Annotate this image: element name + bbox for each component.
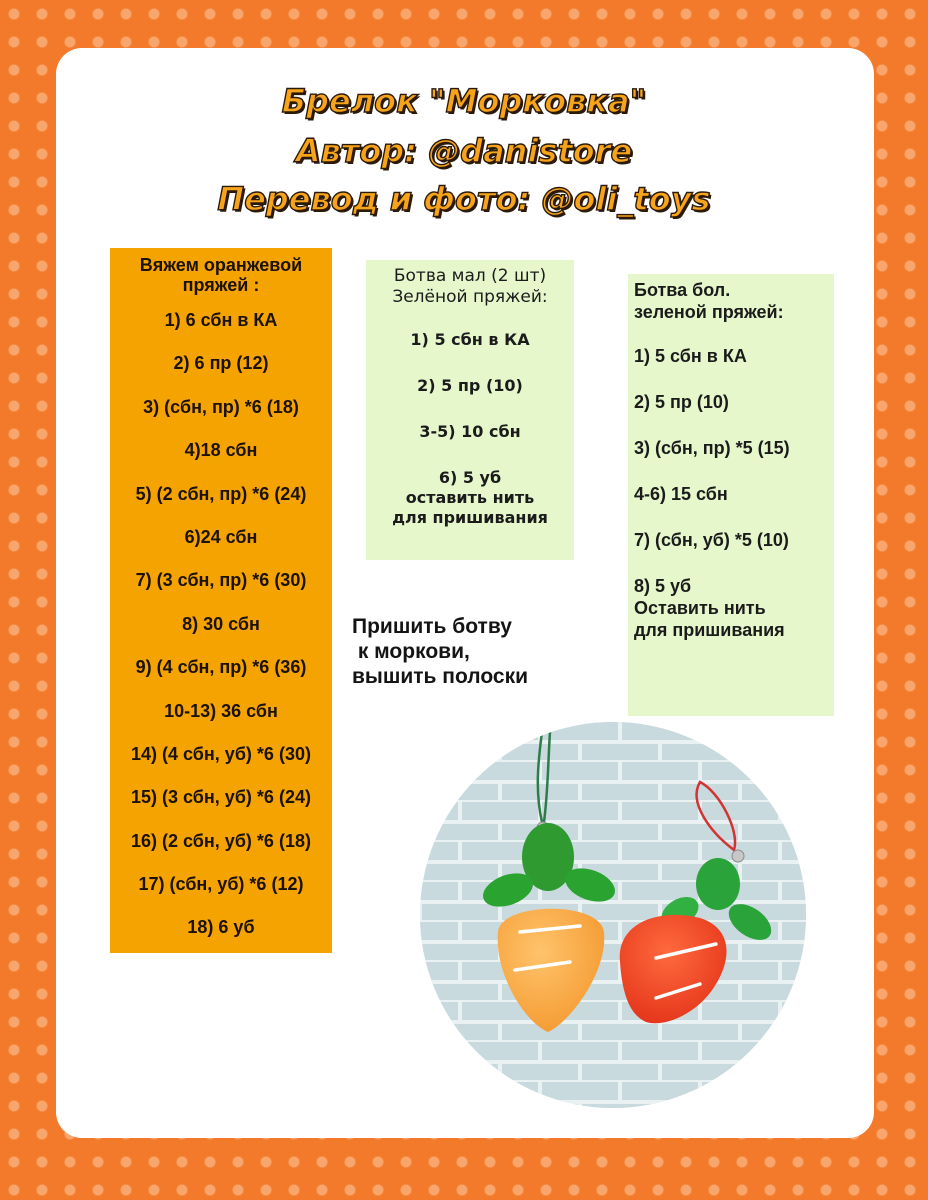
assembly-note-line-2: к моркови,: [352, 640, 470, 663]
orange-row: 18) 6 уб: [187, 917, 255, 938]
large-tops-extra-2: для пришивания: [634, 620, 785, 640]
large-tops-row: 7) (сбн, уб) *5 (10): [634, 530, 789, 550]
large-tops-row: 4-6) 15 сбн: [634, 484, 728, 504]
large-tops-extra-1: Оставить нить: [634, 598, 766, 618]
large-tops-row: 1) 5 сбн в КА: [634, 346, 747, 366]
small-tops-row: 2) 5 пр (10): [417, 376, 523, 395]
orange-row: 16) (2 сбн, уб) *6 (18): [131, 830, 311, 851]
small-tops-instructions: [366, 260, 574, 560]
title-line-2: Автор: @danistore: [295, 132, 633, 170]
orange-row: 15) (3 сбн, уб) *6 (24): [131, 787, 311, 808]
large-tops-heading-2: зеленой пряжей:: [634, 302, 784, 322]
carrot-keychains-photo: [420, 722, 806, 1108]
large-tops-row: 3) (сбн, пр) *5 (15): [634, 438, 790, 458]
title-line-1: Брелок "Морковка": [281, 82, 647, 120]
photo-illustration: [420, 722, 806, 1108]
small-tops-row: 6) 5 уб: [438, 468, 502, 487]
large-tops-row: 2) 5 пр (10): [634, 392, 729, 412]
small-tops-extra-2: для пришивания: [392, 508, 548, 527]
title-line-3: Перевод и фото: @oli_toys: [217, 180, 711, 218]
assembly-note-line-1: Пришить ботву: [352, 615, 512, 638]
orange-row: 8) 30 сбн: [182, 613, 260, 634]
small-tops-extra-1: оставить нить: [405, 488, 535, 507]
large-tops-heading-1: Ботва бол.: [634, 280, 731, 300]
orange-row: 2) 6 пр (12): [173, 353, 269, 374]
orange-row: 3) (сбн, пр) *6 (18): [143, 396, 299, 417]
orange-row: 17) (сбн, уб) *6 (12): [138, 874, 304, 895]
small-tops-row: 1) 5 сбн в КА: [410, 330, 530, 349]
large-tops-instructions: [628, 274, 834, 716]
orange-heading-2: пряжей :: [182, 275, 260, 295]
orange-row: 7) (3 сбн, пр) *6 (30): [135, 570, 307, 591]
small-tops-row: 3-5) 10 сбн: [419, 422, 521, 441]
orange-row: 4)18 сбн: [184, 440, 258, 461]
orange-row: 5) (2 сбн, пр) *6 (24): [135, 483, 307, 504]
orange-row: 14) (4 сбн, уб) *6 (30): [131, 743, 311, 764]
orange-yarn-instructions: [110, 248, 332, 953]
orange-row: 9) (4 сбн, пр) *6 (36): [135, 657, 307, 678]
large-tops-row: 8) 5 уб: [634, 576, 692, 596]
orange-row: 10-13) 36 сбн: [164, 700, 278, 721]
assembly-note: [352, 614, 592, 689]
orange-heading-1: Вяжем оранжевой: [139, 255, 303, 275]
orange-row: 6)24 сбн: [184, 526, 258, 547]
small-tops-heading-2: Зелёной пряжей:: [392, 287, 548, 307]
orange-row: 1) 6 сбн в КА: [164, 310, 278, 330]
assembly-note-line-3: вышить полоски: [352, 665, 528, 688]
small-tops-heading-1: Ботва мал (2 шт): [393, 266, 547, 286]
